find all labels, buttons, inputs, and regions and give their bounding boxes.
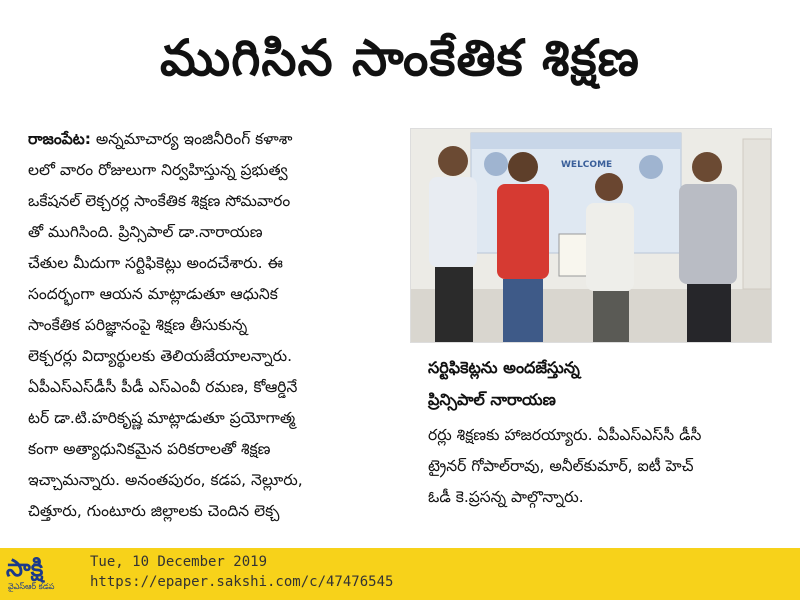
caption-line: సర్టిఫికెట్లను అందజేస్తున్న — [428, 358, 580, 377]
article-body-right — [428, 420, 783, 513]
publication-date: Tue, 10 December 2019 — [90, 554, 268, 570]
caption-line: ప్రిన్సిపాల్ నారాయణ — [428, 390, 556, 409]
article-line: ఇచ్చామన్నారు. అనంతపురం, కడప, నెల్లూరు, — [28, 471, 303, 489]
banner-text: WELCOME — [561, 160, 613, 170]
article-line: ఒకేషనల్ లెక్చరర్ల సాంకేతిక శిక్షణ సోమవారం — [28, 192, 291, 210]
article-line: తో ముగిసింది. ప్రిన్సిపాల్ డా.నారాయణ — [28, 223, 263, 241]
article-body-left — [28, 124, 390, 527]
logo-edition: వైఎస్ఆర్ కడప — [8, 582, 55, 591]
logo-text: సాక్షి — [6, 554, 44, 582]
article-line-text: అన్నమాచార్య ఇంజినీరింగ్ కళాశా — [90, 130, 293, 148]
article-line: టర్ డా.టి.హరికృష్ణ మాట్లాడుతూ ప్రయోగాత్మ — [28, 409, 296, 427]
news-photo — [410, 128, 772, 343]
photo-caption — [428, 352, 778, 416]
article-line: సందర్భంగా ఆయన మాట్లాడుతూ ఆధునిక — [28, 285, 278, 303]
article-line: ఏపీఎస్ఎస్‌డీసీ పీడీ ఎస్ఎంవీ రమణ, కోఆర్డినే — [28, 378, 298, 396]
article-line — [28, 124, 390, 155]
sakshi-logo — [6, 554, 86, 594]
article-line: కంగా అత్యాధునికమైన పరికరాలతో శిక్షణ — [28, 440, 271, 458]
article-line: ట్రైనర్ గోపాల్‌రావు, అనీల్‌కుమార్, ఐటీ హెచ్ — [428, 457, 694, 475]
headline: ముగిసిన సాంకేతిక శిక్షణ — [160, 29, 640, 87]
photo-illustration — [411, 129, 772, 343]
article-line: చిత్తూరు, గుంటూరు జిల్లాలకు చెందిన లెక్చ — [28, 502, 280, 520]
footer-bar — [0, 548, 800, 600]
article-line: రర్లు శిక్షణకు హాజరయ్యారు. ఏపీఎస్ఎస్‌సీ డీసీ — [428, 426, 702, 444]
article-line: లలో వారం రోజులుగా నిర్వహిస్తున్న ప్రభుత్వ — [28, 161, 288, 179]
article-line: ఓడీ కె.ప్రసన్న పాల్గొన్నారు. — [428, 488, 584, 506]
epaper-link[interactable]: https://epaper.sakshi.com/c/47476545 — [90, 574, 394, 590]
article-line: చేతుల మీదుగా సర్టిఫికెట్లు అందచేశారు. ఈ — [28, 254, 283, 272]
article-line: సాంకేతిక పరిజ్ఞానంపై శిక్షణ తీసుకున్న — [28, 316, 248, 334]
dateline: రాజంపేట: — [28, 130, 91, 148]
article-line: లెక్చరర్లు విద్యార్థులకు తెలియజేయాలన్నారు. — [28, 347, 293, 365]
